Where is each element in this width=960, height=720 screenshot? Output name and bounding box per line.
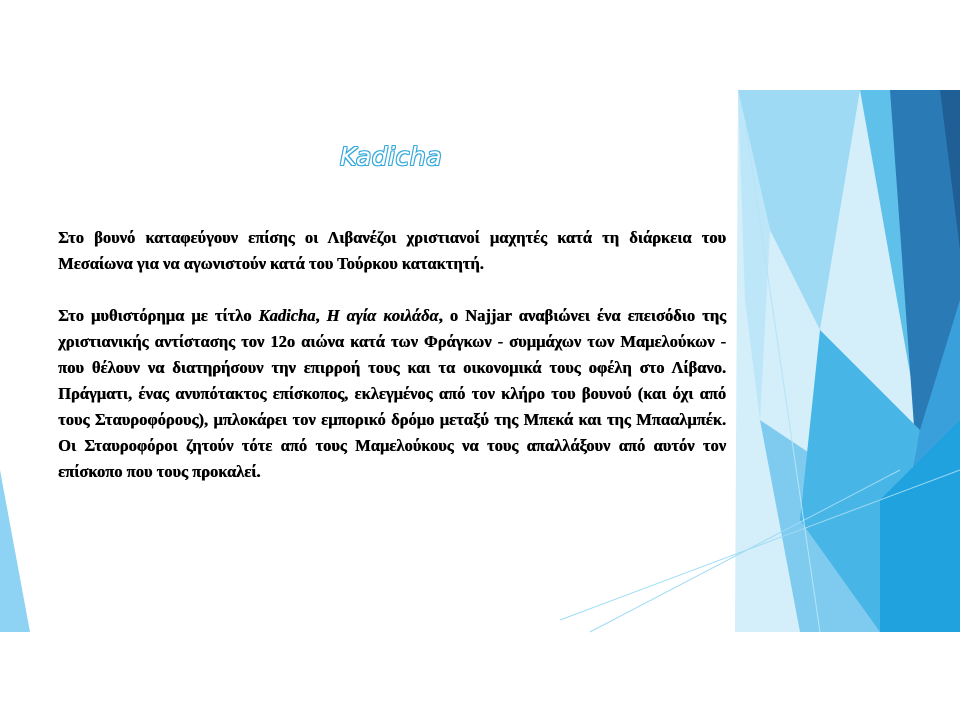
paragraph-2-rest: , ο Najjar αναβιώνει ένα επεισόδιο της χριστιανικής αντίστασης τον 12ο αιώνα κατά των Φράγκων - συμμάχων των Μαμελούκων - που θέλουν να διατηρήσουν την επιρροή τους και τα οικονομικά τους οφέλη στο Λίβανο. Πράγματι, ένας ανυπότακτος επίσκοπος, εκλεγμένος από τον κλήρο του βουνού (και όχι από τους Σταυροφόρους), μπλοκάρει τον εμπορικό δρόμο μεταξύ της Μπεκά και της Μπααλμπέκ. Οι Σταυροφόροι ζητούν τότε από τους Μαμελούκους να τους απαλλάξουν από αυτόν τον επίσκοπο που τους προκαλεί. (58, 306, 726, 481)
slide-title: Kadicha (339, 142, 443, 171)
title-separator: , (315, 306, 327, 325)
paragraph-2-lead: Στο μυθιστόρημα με τίτλο (58, 306, 259, 325)
paragraph-1: Στο βουνό καταφεύγουν επίσης οι Λιβανέζοι χριστιανοί μαχητές κατά τη διάρκεια του Μεσαίωνα για να αγωνιστούν κατά του Τούρκου κατακτητή. (58, 228, 726, 273)
left-facet (0, 470, 30, 632)
book-subtitle: Η αγία κοιλάδα (326, 306, 439, 325)
slide-body (58, 225, 726, 485)
book-title: Kadicha (258, 306, 316, 325)
paragraph-2 (58, 303, 726, 485)
